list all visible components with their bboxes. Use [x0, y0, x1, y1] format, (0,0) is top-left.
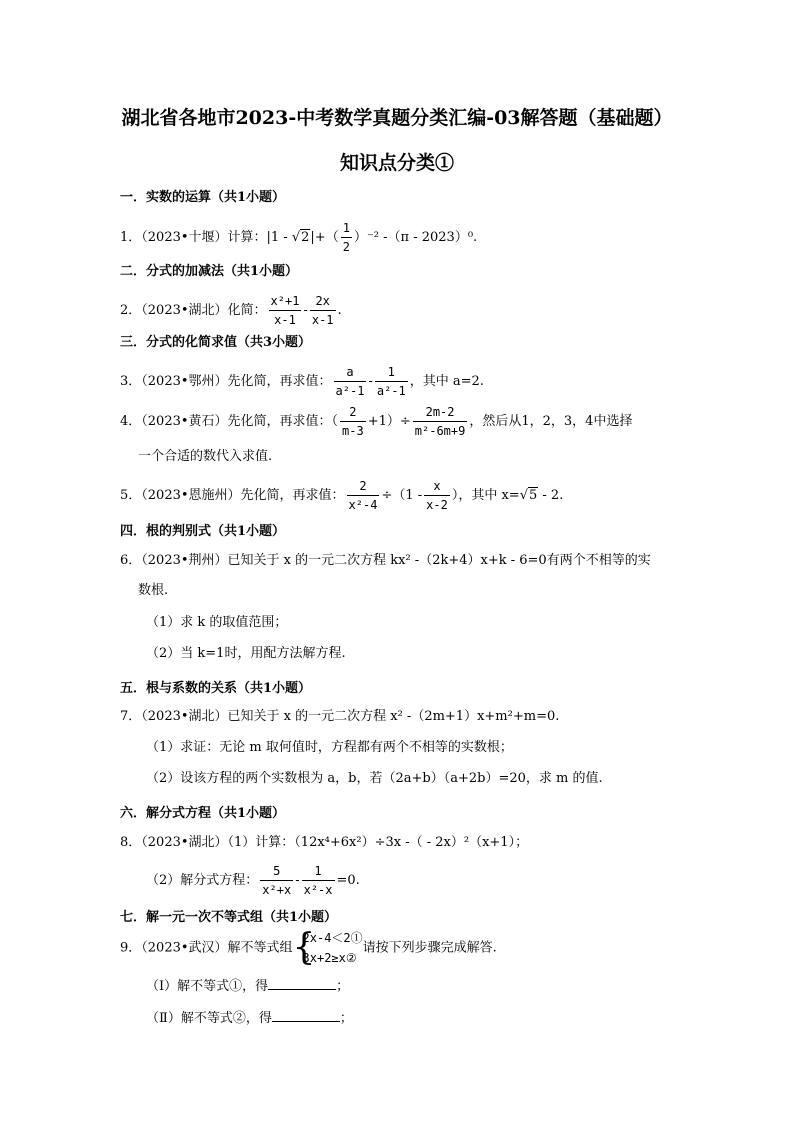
section-heading: 五．根与系数的关系（共1小题）: [120, 681, 312, 696]
question-7-part-1: （1）求证：无论 m 取何值时，方程都有两个不相等的实数根；: [146, 740, 513, 755]
question-8: 8．（2023•湖北）（1）计算：（12x⁴+6x²）÷3x -（ - 2x）²（x+1）；: [120, 835, 529, 850]
section-heading: 六．解分式方程（共1小题）: [120, 806, 286, 821]
page-title: 湖北省各地市2023-中考数学真题分类汇编-03解答题（基础题）: [121, 107, 673, 129]
question-7-part-2: （2）设该方程的两个实数根为 a，b，若（2a+b）（a+2b）=20，求 m 的值.: [146, 771, 603, 786]
fraction: $\frac{2}{\text{x²-4}}$: [348, 479, 378, 512]
question-7: 7．（2023•湖北）已知关于 x 的一元二次方程 x² -（2m+1）x+m²+m=0.: [120, 709, 560, 724]
brace-icon: {: [292, 927, 316, 968]
section-heading: 一．实数的运算（共1小题）: [120, 190, 286, 205]
sqrt-symbol: √5: [519, 488, 538, 503]
section-heading: 三．分式的化简求值（共3小题）: [120, 335, 312, 350]
page-subtitle: 知识点分类①: [339, 152, 454, 174]
question-8-part-2: （2）解分式方程： $\frac{5}{\text{x²+x}}$ - $\frac{1}{\text{x²-x}}$ =0.: [146, 864, 360, 897]
fraction: $\frac{2m-2}{\text{m²-6m+9}}$: [414, 405, 466, 438]
answer-blank[interactable]: [268, 977, 336, 990]
section-heading: 四．根的判别式（共1小题）: [120, 524, 286, 539]
sqrt-symbol: √2: [291, 230, 310, 245]
question-6: 6．（2023•荆州）已知关于 x 的一元二次方程 kx² -（2k+4）x+k - 6=0有两个不相等的实: [120, 553, 651, 568]
answer-blank[interactable]: [272, 1009, 340, 1022]
fraction: $\frac{1}{\text{a²-1}}$: [376, 365, 406, 398]
fraction: $\frac{1}{\text{x²-x}}$: [303, 864, 333, 897]
section-heading: 二．分式的加减法（共1小题）: [120, 264, 299, 279]
fraction: $\frac{5}{\text{x²+x}}$: [262, 864, 292, 897]
question-6-part-2: （2）当 k=1时，用配方法解方程.: [146, 646, 346, 661]
question-1: 1．（2023•十堰）计算：|1 - √2|+（ $\frac{1}{2}$ ）⁻² -（π - 2023）⁰.: [120, 221, 478, 254]
fraction: $\frac{a}{\text{a²-1}}$: [335, 365, 365, 398]
fraction: $\frac{2}{m-3}$: [342, 405, 364, 438]
question-4-continued: 一个合适的数代入求值.: [138, 449, 273, 464]
fraction: $\frac{1}{2}$: [342, 221, 350, 254]
question-6-part-1: （1）求 k 的取值范围；: [146, 615, 288, 630]
question-2: 2．（2023•湖北）化简： $\frac{\text{x²+1}}{x-1}$ - $\frac{2x}{x-1}$ .: [120, 294, 342, 327]
question-5: 5．（2023•恩施州）先化简，再求值： $\frac{2}{\text{x²-4}}$ ÷（1 - $\frac{x}{x-2}$ ），其中 x=√5 - 2.: [120, 479, 564, 512]
fraction: $\frac{\text{x²+1}}{x-1}$: [270, 294, 300, 327]
fraction: $\frac{x}{x-2}$: [426, 479, 448, 512]
question-9-step-2: （Ⅱ）解不等式②，得 ；: [146, 1011, 353, 1026]
inequality-system: { 2x-4＜2① 3x+2≥x②: [292, 927, 363, 968]
question-3: 3．（2023•鄂州）先化简，再求值： $\frac{a}{\text{a²-1}}$ - $\frac{1}{\text{a²-1}}$ ，其中 a=2.: [120, 365, 484, 398]
question-6-continued: 数根.: [138, 583, 169, 598]
question-4: 4．（2023•黄石）先化简，再求值：（ $\frac{2}{m-3}$ +1）÷ $\frac{2m-2}{\text{m²-6m+9}}$ ，然后从1，2，3，4中选择: [120, 405, 633, 438]
section-heading: 七．解一元一次不等式组（共1小题）: [120, 910, 338, 925]
question-9: 9．（2023•武汉）解不等式组 { 2x-4＜2① 3x+2≥x② 请按下列步骤完成解答.: [120, 927, 497, 968]
question-9-step-1: （Ⅰ）解不等式①，得 ；: [146, 979, 350, 994]
fraction: $\frac{2x}{x-1}$: [311, 294, 334, 327]
